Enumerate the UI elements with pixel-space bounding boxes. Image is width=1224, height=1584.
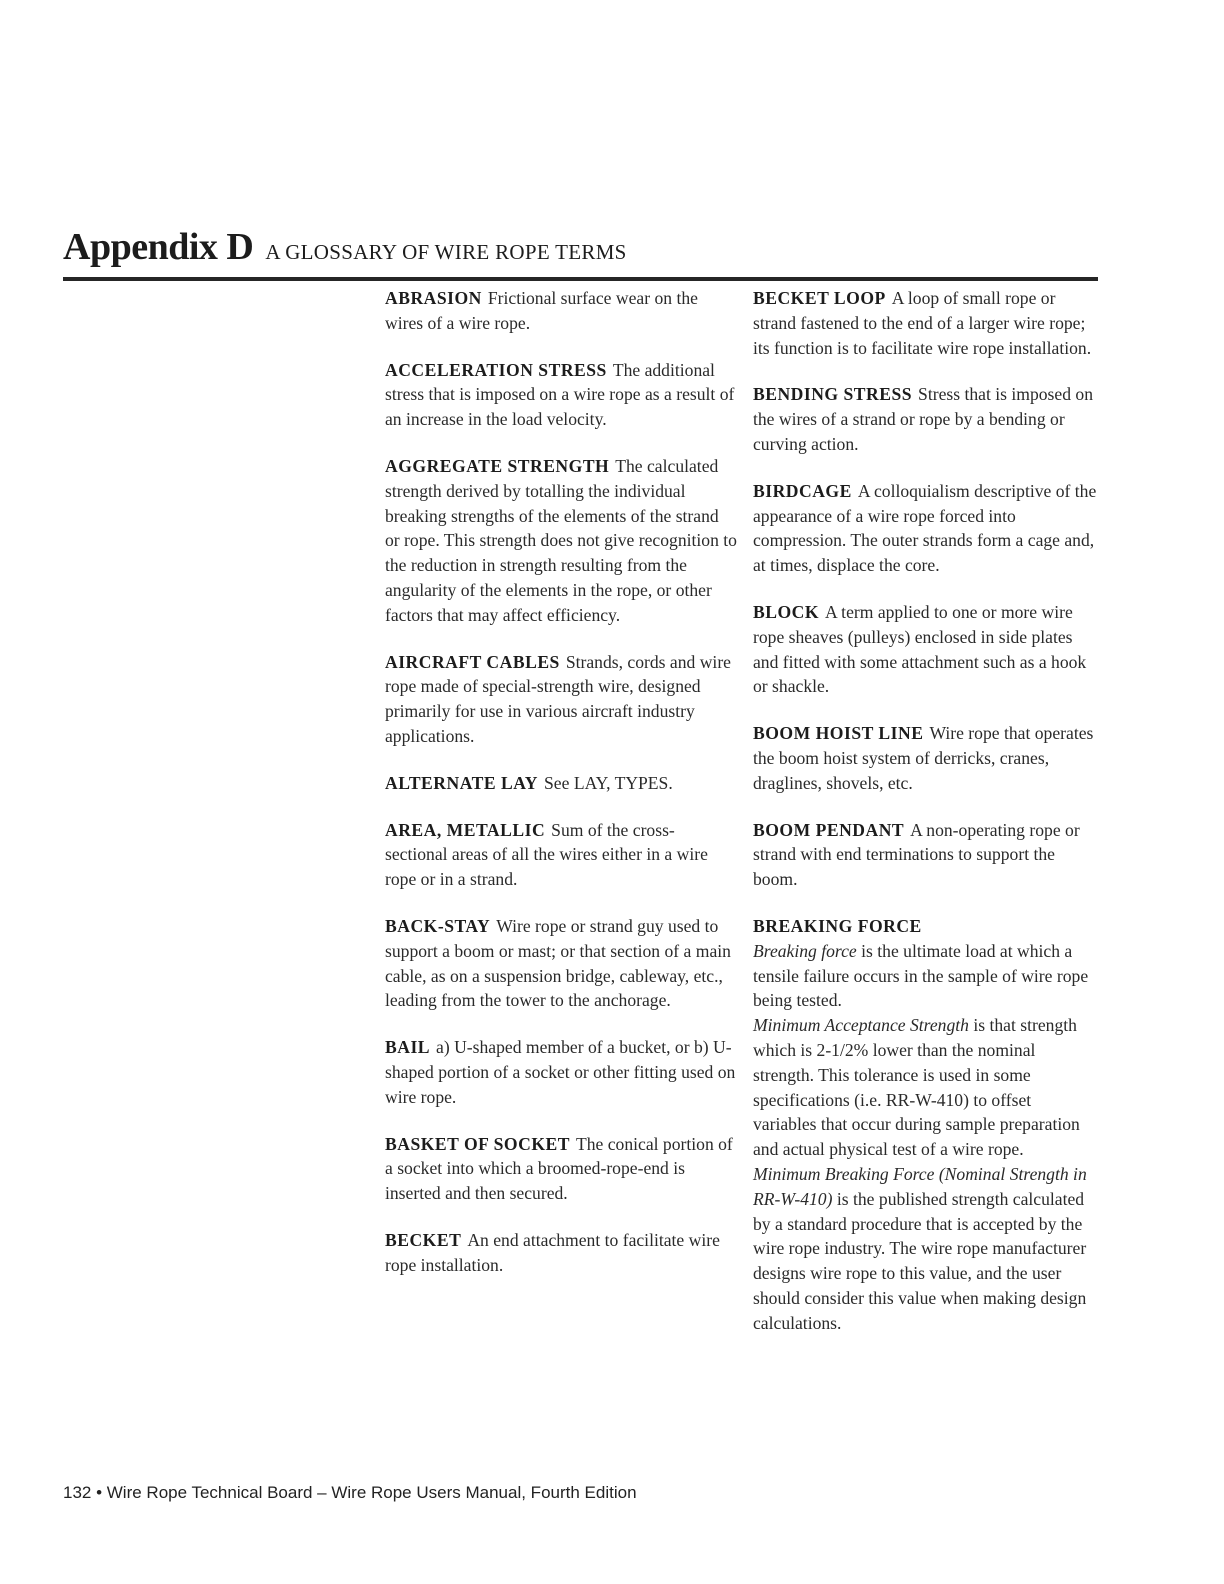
glossary-entry	[753, 721, 1098, 795]
glossary-definition: Sum of the cross-sectional areas of all the wires either in a wire rope or in a strand.	[385, 819, 708, 890]
glossary-term: BACK-STAY	[385, 915, 491, 936]
glossary-right-column	[753, 286, 1098, 1357]
glossary-left-column	[385, 286, 737, 1300]
glossary-definition: Wire rope that operates the boom hoist system of derricks, cranes, draglines, shovels, etc.	[753, 723, 1094, 793]
glossary-entry	[753, 818, 1098, 892]
glossary-definition: An end attachment to facilitate wire rope installation.	[385, 1229, 720, 1275]
min-acceptance-paragraph	[753, 1013, 1098, 1162]
glossary-term: AGGREGATE STRENGTH	[385, 455, 610, 476]
glossary-definition: A colloquialism descriptive of the appearance of a wire rope forced into compression. The outer strands form a cage and, at times, displace the core.	[753, 480, 1097, 576]
glossary-term: ABRASION	[385, 288, 482, 308]
glossary-term: BAIL	[385, 1037, 431, 1058]
glossary-definition: The additional stress that is imposed on a wire rope as a result of an increase in the load velocity.	[385, 359, 735, 430]
glossary-definition: Wire rope or strand guy used to support a boom or mast; or that section of a main cable, as on a suspension bridge, cableway, etc., leading from the tower to the anchorage.	[385, 915, 731, 1011]
header-rule	[63, 277, 1098, 281]
glossary-entry	[753, 286, 1098, 360]
glossary-entry	[385, 650, 737, 749]
glossary-entry	[385, 818, 737, 892]
glossary-term: BECKET LOOP	[753, 288, 886, 308]
glossary-term: BLOCK	[753, 601, 820, 622]
glossary-term: ACCELERATION STRESS	[385, 359, 607, 380]
glossary-term: BIRDCAGE	[753, 480, 852, 501]
glossary-definition: A term applied to one or more wire rope sheaves (pulleys) enclosed in side plates and fitted with some attachment such as a hook or shackle.	[753, 601, 1087, 697]
glossary-title: A GLOSSARY OF WIRE ROPE TERMS	[265, 240, 627, 264]
min-acceptance-italic: Minimum Acceptance Strength	[753, 1015, 969, 1036]
min-breaking-force-italic: Minimum Breaking Force (Nominal Strength in RR-W-410)	[753, 1163, 1087, 1209]
min-breaking-force-paragraph	[753, 1162, 1098, 1336]
glossary-entry	[385, 1035, 737, 1109]
glossary-term: BENDING STRESS	[753, 384, 913, 405]
glossary-definition: The calculated strength derived by totalling the individual breaking strengths of the elements of the strand or rope. This strength does not give recognition to the reduction in strength resulting from the angularity of the elements in the rope, or other factors that may affect efficiency.	[385, 455, 737, 625]
breaking-force-italic: Breaking force	[753, 940, 857, 961]
glossary-entry	[385, 286, 737, 336]
glossary-definition: A non-operating rope or strand with end terminations to support the boom.	[753, 819, 1080, 890]
glossary-definition: The conical portion of a socket into which a broomed-rope-end is inserted and then secured.	[385, 1133, 733, 1204]
glossary-entry	[753, 382, 1098, 456]
glossary-term: BOOM HOIST LINE	[753, 723, 924, 744]
page-footer: 132 • Wire Rope Technical Board – Wire Rope Users Manual, Fourth Edition	[63, 1483, 637, 1502]
min-acceptance-text: is that strength which is 2-1/2% lower than the nominal strength. This tolerance is used in some specifications (i.e. RR-W-410) to offset variables that occur during sample preparation and actual physical test of a wire rope.	[753, 1015, 1080, 1160]
glossary-definition: A loop of small rope or strand fastened to the end of a larger wire rope; its function is to facilitate wire rope installation.	[753, 288, 1092, 358]
glossary-definition: Strands, cords and wire rope made of special-strength wire, designed primarily for use in various aircraft industry applications.	[385, 651, 731, 746]
glossary-entry	[385, 1228, 737, 1278]
breaking-force-paragraph	[753, 939, 1098, 1013]
glossary-entry	[753, 479, 1098, 578]
glossary-entry	[385, 914, 737, 1013]
glossary-entry	[385, 454, 737, 628]
glossary-definition: Stress that is imposed on the wires of a strand or rope by a bending or curving action.	[753, 384, 1094, 454]
glossary-term: BREAKING FORCE	[753, 915, 922, 936]
breaking-force-text: is the ultimate load at which a tensile failure occurs in the sample of wire rope being tested.	[753, 940, 1089, 1011]
glossary-entry	[385, 1132, 737, 1206]
glossary-definition: Frictional surface wear on the wires of a wire rope.	[385, 288, 698, 333]
glossary-term: BOOM PENDANT	[753, 819, 905, 840]
glossary-entry	[385, 771, 737, 796]
glossary-term: BASKET OF SOCKET	[385, 1133, 570, 1154]
min-breaking-force-text: is the published strength calculated by a standard procedure that is accepted by the wire rope industry. The wire rope manufacturer designs wire rope to this value, and the user should consider this value when making design calculations.	[753, 1188, 1087, 1333]
glossary-entry	[753, 600, 1098, 699]
glossary-entry-breaking-force	[753, 914, 1098, 1336]
glossary-term: ALTERNATE LAY	[385, 772, 539, 793]
page-header	[63, 225, 1098, 269]
glossary-term: AREA, METALLIC	[385, 819, 546, 840]
glossary-entry	[385, 358, 737, 432]
glossary-definition: a) U-shaped member of a bucket, or b) U-shaped portion of a socket or other fitting used on wire rope.	[385, 1037, 736, 1107]
glossary-definition: See LAY, TYPES.	[544, 772, 673, 793]
glossary-term: AIRCRAFT CABLES	[385, 651, 560, 672]
appendix-label: Appendix D	[63, 226, 254, 268]
glossary-term: BECKET	[385, 1229, 462, 1250]
